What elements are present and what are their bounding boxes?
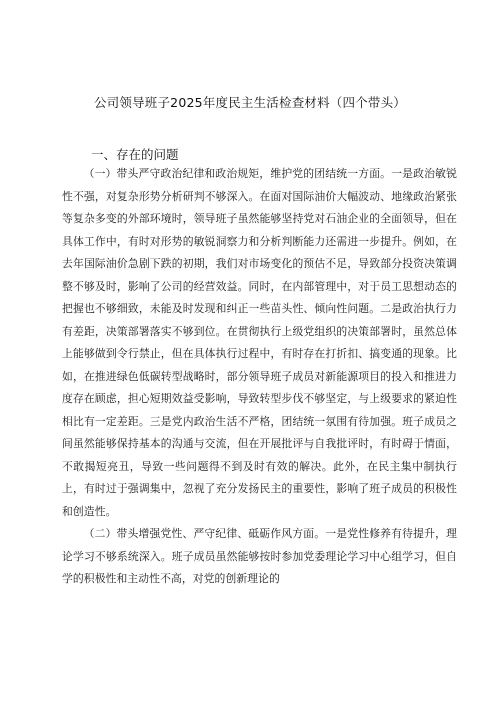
document-title: 公司领导班子2025年度民主生活检查材料（四个带头） xyxy=(93,95,406,110)
paragraph: （二）带头增强党性、严守纪律、砥砺作风方面。一是党性修养有待提升，理论学习不够系统深入。班子成员虽然能够按时参加党委理论学习中心组学习，但自学的积极性和主动性不高，对党的创新理论的 xyxy=(62,527,457,585)
document-body xyxy=(62,163,457,591)
section-heading: 一、存在的问题 xyxy=(91,147,179,162)
paragraph: （一）带头严守政治纪律和政治规矩，维护党的团结统一方面。一是政治敏锐性不强，对复杂形势分析研判不够深入。在面对国际油价大幅波动、地缘政治紧张等复杂多变的外部环境时，领导班子虽然能够坚持党对石油企业的全面领导，但在具体工作中，有时对形势的敏锐洞察力和分析判断能力还需进一步提升。例如，在去年国际油价急剧下跌的初期，我们对市场变化的预估不足，导致部分投资决策调整不够及时，影响了公司的经营效益。同时，在内部管理中，对于员工思想动态的把握也不够细致，未能及时发现和纠正一些苗头性、倾向性问题。二是政治执行力有差距，决策部署落实不够到位。在贯彻执行上级党组织的决策部署时，虽然总体上能够做到令行禁止，但在具体执行过程中，有时存在打折扣、搞变通的现象。比如，在推进绿色低碳转型战略时，部分领导班子成员对新能源项目的投入和推进力度存在顾虑，担心短期效益受影响，导致转型步伐不够坚定，与上级要求的紧迫性相比有一定差距。三是党内政治生活不严格，团结统一氛围有待加强。班子成员之间虽然能够保持基本的沟通与交流，但在开展批评与自我批评时，有时碍于情面，不敢揭短亮丑，导致一些问题得不到及时有效的解决。此外，在民主集中制执行上，有时过于强调集中，忽视了充分发扬民主的重要性，影响了班子成员的积极性和创造性。 xyxy=(62,167,457,518)
